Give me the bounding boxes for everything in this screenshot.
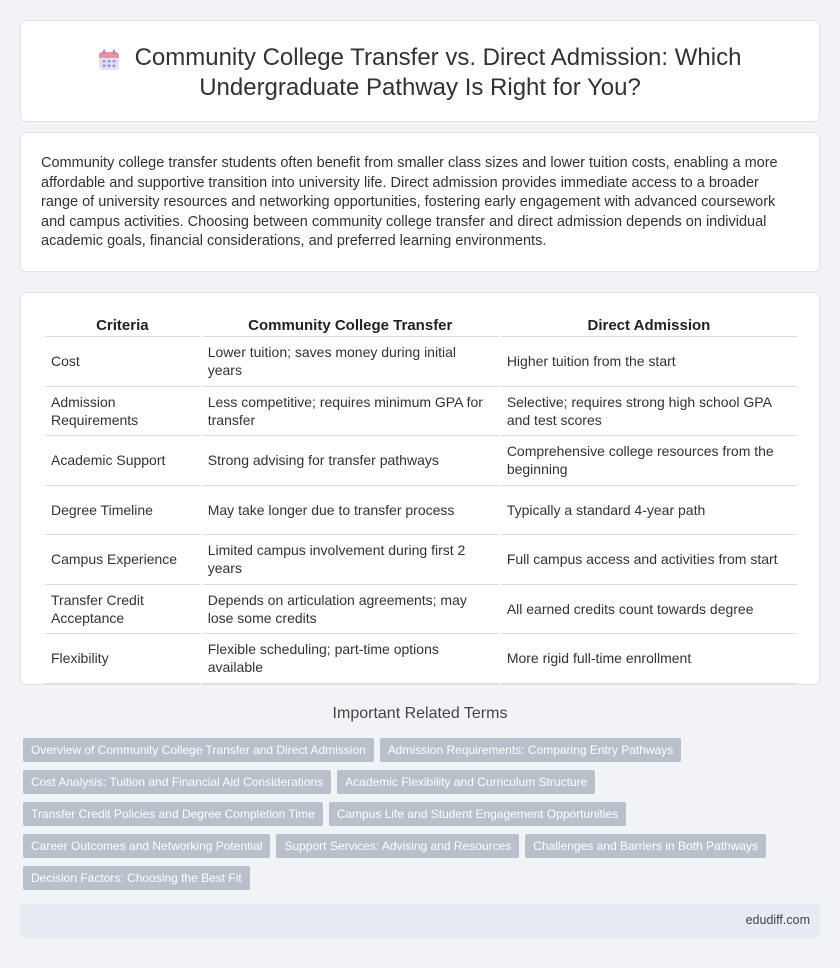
page-title [21, 43, 819, 103]
table-cell: Comprehensive college resources from the beginning [501, 436, 797, 486]
table-row [45, 535, 797, 585]
table-cell: Lower tuition; saves money during initial years [202, 337, 499, 387]
table-cell: Depends on articulation agreements; may lose some credits [202, 585, 499, 635]
related-term-tag[interactable]: Admission Requirements: Comparing Entry Pathways [380, 738, 681, 762]
table-cell: Transfer Credit Acceptance [45, 585, 200, 635]
related-term-tag[interactable]: Transfer Credit Policies and Degree Completion Time [23, 802, 323, 826]
table-cell: Full campus access and activities from start [501, 535, 797, 585]
footer-site-link[interactable]: edudiff.com [745, 913, 810, 927]
table-cell: Limited campus involvement during first 2 years [202, 535, 499, 585]
footer-bar [20, 904, 820, 938]
related-term-tag[interactable]: Challenges and Barriers in Both Pathways [525, 834, 766, 858]
table-cell: Less competitive; requires minimum GPA for transfer [202, 387, 499, 437]
table-cell: Higher tuition from the start [501, 337, 797, 387]
table-cell: Degree Timeline [45, 486, 200, 536]
table-row [45, 486, 797, 536]
table-cell: Selective; requires strong high school GPA and test scores [501, 387, 797, 437]
table-cell: Typically a standard 4-year path [501, 486, 797, 536]
related-terms-heading: Important Related Terms [332, 705, 508, 722]
related-term-tag[interactable]: Overview of Community College Transfer and Direct Admission [23, 738, 374, 762]
table-row [45, 585, 797, 635]
table-row [45, 337, 797, 387]
title-card [20, 20, 820, 122]
table-cell: May take longer due to transfer process [202, 486, 499, 536]
table-header-row [45, 315, 797, 337]
intro-paragraph: Community college transfer students often benefit from smaller class sizes and lower tuition costs, enabling a more affordable and supportive transition into university life. Direct admission provides immediate access to a broader range of university resources and networking opportunities, fostering early engagement with advanced coursework and campus activities. Choosing between community college transfer and direct admission depends on individual academic goals, financial considerations, and preferred learning environments. [41, 155, 778, 249]
table-row [45, 436, 797, 486]
table-cell: Strong advising for transfer pathways [202, 436, 499, 486]
related-term-tag[interactable]: Academic Flexibility and Curriculum Structure [337, 770, 595, 794]
related-term-tag[interactable]: Support Services: Advising and Resources [276, 834, 519, 858]
table-cell: Flexible scheduling; part-time options available [202, 634, 499, 684]
page-title-line-2: Undergraduate Pathway Is Right for You? [199, 74, 641, 101]
table-cell: Cost [45, 337, 200, 387]
related-term-tag[interactable]: Career Outcomes and Networking Potential [23, 834, 270, 858]
comparison-card [20, 292, 820, 685]
table-cell: Flexibility [45, 634, 200, 684]
related-term-tag[interactable]: Campus Life and Student Engagement Opportunities [329, 802, 627, 826]
related-terms-tags [23, 738, 783, 898]
column-header-direct-admission: Direct Admission [501, 315, 797, 337]
page-title-line-1: Community College Transfer vs. Direct Admission: Which [134, 44, 742, 71]
table-row [45, 387, 797, 437]
related-term-tag[interactable]: Cost Analysis: Tuition and Financial Aid Considerations [23, 770, 331, 794]
table-cell: All earned credits count towards degree [501, 585, 797, 635]
table-cell: Campus Experience [45, 535, 200, 585]
column-header-community-college: Community College Transfer [202, 315, 499, 337]
table-cell: Academic Support [45, 436, 200, 486]
related-term-tag[interactable]: Decision Factors: Choosing the Best Fit [23, 866, 250, 890]
column-header-criteria: Criteria [45, 315, 200, 337]
table-row [45, 634, 797, 684]
table-cell: Admission Requirements [45, 387, 200, 437]
table-cell: More rigid full-time enrollment [501, 634, 797, 684]
intro-card [20, 132, 820, 272]
comparison-table [43, 315, 799, 684]
